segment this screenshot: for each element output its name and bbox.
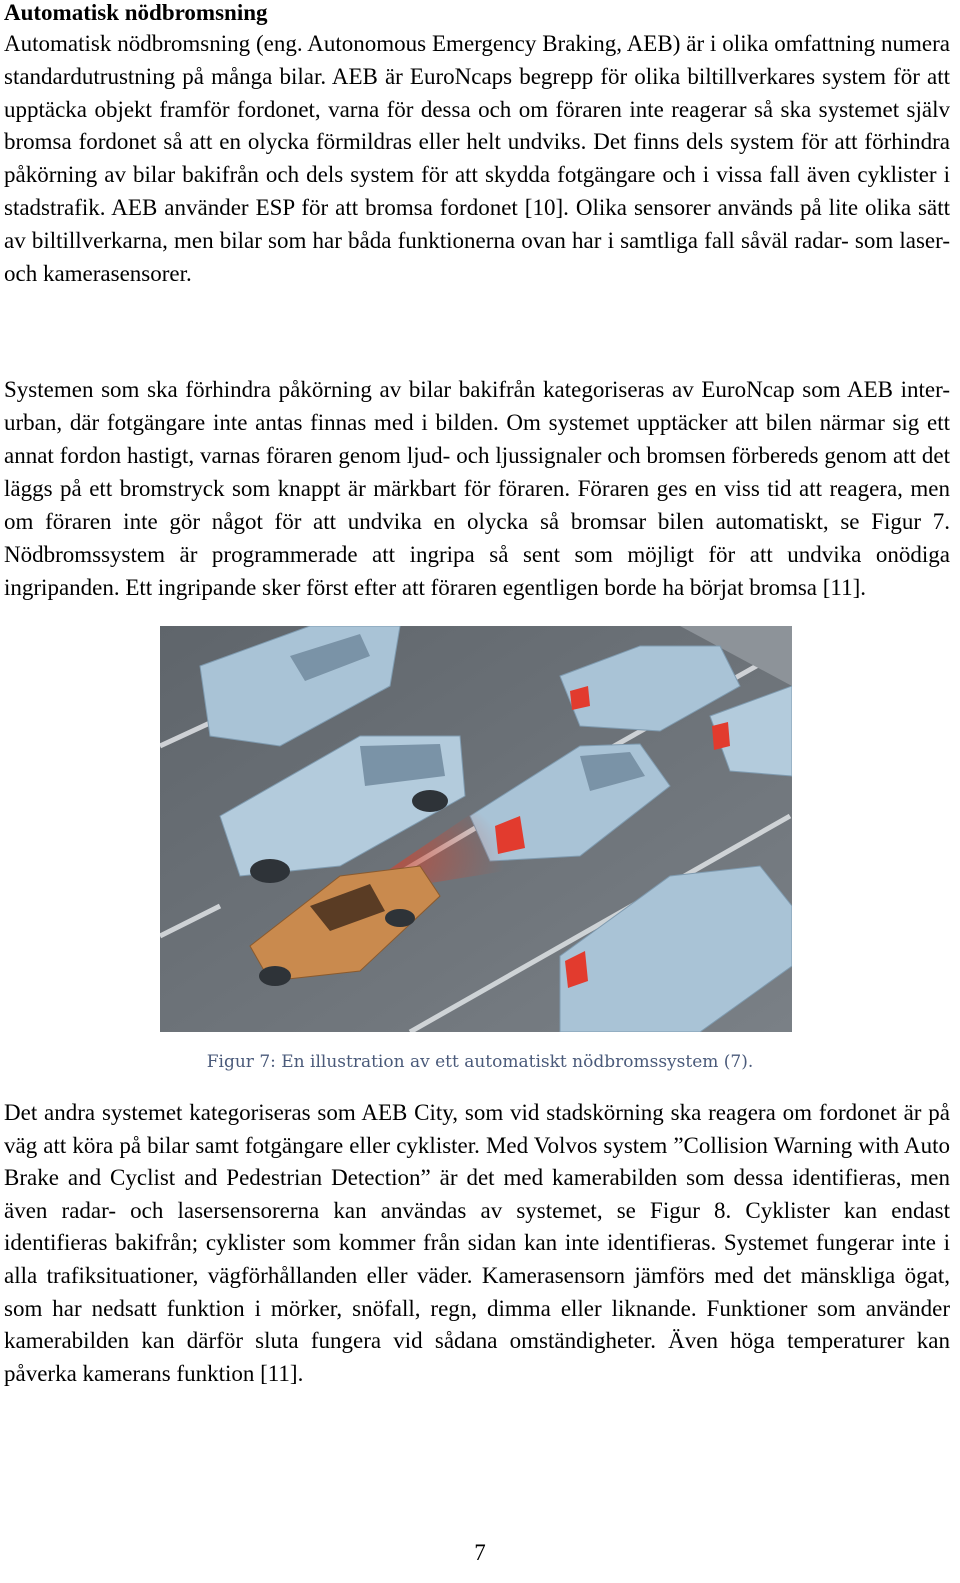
figure-caption: Figur 7: En illustration av ett automatiskt nödbromssystem (7). bbox=[206, 1052, 754, 1072]
paragraph-2: Systemen som ska förhindra påkörning av bilar bakifrån kategoriseras av EuroNcap som AEB inter-urban, där fotgängare inte antas finnas med i bilden. Om systemet upptäcker att bilen närmar sig ett annat fordon hastigt, varnas föraren genom ljud- och ljussignaler och bromsen förbereds genom att det läggs på ett bromstryck som knappt är märkbart för föraren. Föraren ges en viss tid att reagera, men om föraren inte gör något för att undvika en olycka så bromsar bilen automatiskt, se Figur 7. Nödbromssystem är programmerade att ingripa så sent som möjligt för att undvika onödiga ingripanden. Ett ingripande sker först efter att föraren egentligen borde ha börjat bromsa [11]. bbox=[4, 377, 950, 600]
page-number: 7 bbox=[474, 1540, 486, 1565]
paragraph-1: Automatisk nödbromsning (eng. Autonomous Emergency Braking, AEB) är i olika omfattning numera standardutrustning på många bilar. AEB är EuroNcaps begrepp för olika biltillverkares system för att upptäcka objekt framför fordonet, varna för dessa och om föraren inte reagerar så ska systemet själv bromsa fordonet så att en olycka förmildras eller helt undviks. Det finns dels system för att förhindra påkörning av bilar bakifrån och dels system för att skydda fotgängare och i vissa fall även cyklister i stadstrafik. AEB använder ESP för att bromsa fordonet [10]. Olika sensorer används på lite olika sätt av biltillverkarna, men bilar som har båda funktionerna ovan har i samtliga fall såväl radar- som laser- och kamerasensorer. bbox=[4, 31, 950, 286]
section-heading: Automatisk nödbromsning bbox=[4, 0, 268, 25]
brake-light bbox=[712, 722, 730, 750]
traffic-illustration bbox=[160, 626, 792, 1032]
figure-aeb-illustration bbox=[160, 626, 792, 1032]
paragraph-3: Det andra systemet kategoriseras som AEB City, som vid stadskörning ska reagera om fordonet är på väg att köra på bilar samt fotgängare eller cyklister. Med Volvos system ”Collision Warning with Auto Brake and Cyclist and Pedestrian Detection” är det med kamerabilden som dessa identifieras, men även radar- och lasersensorerna kan användas av systemet, se Figur 8. Cyklister kan endast identifieras bakifrån; cyklister som kommer från sidan kan inte identifieras. Systemet fungerar inte i alla trafiksituationer, vägförhållanden eller väder. Kamerasensorn jämförs med det mänskliga ögat, som har nedsatt funktion i mörker, snöfall, regn, dimma eller liknande. Funktioner som använder kamerabilden kan därför sluta fungera vid sådana omständigheter. Även höga temperaturer kan påverka kamerans funktion [11]. bbox=[4, 1100, 950, 1386]
